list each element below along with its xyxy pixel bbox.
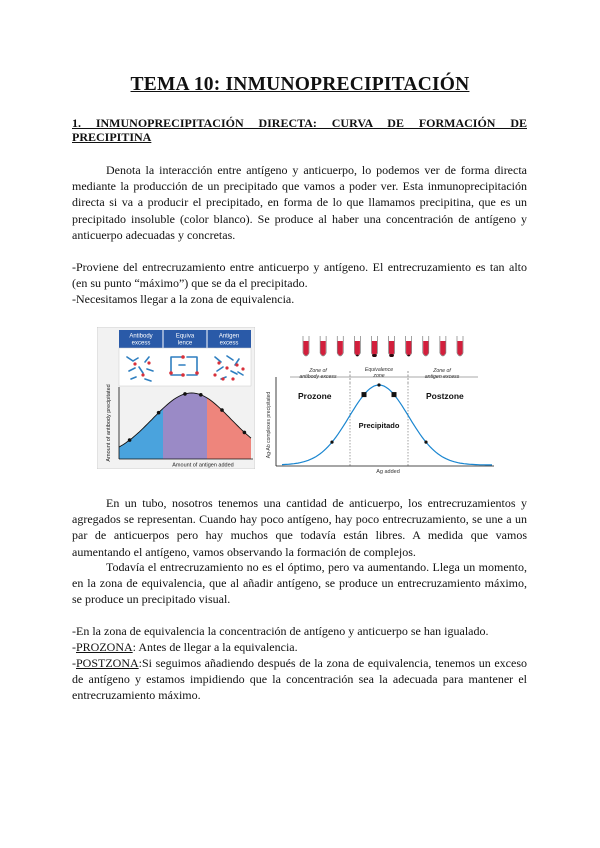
curve-point [392, 392, 397, 397]
tube-liquid [406, 341, 411, 356]
paragraph-tube: En un tubo, nosotros tenemos una cantidad de anticuerpo, los entrecruzamientos y agregados se representan. Cuando hay poco antígeno, hay poco entrecruzamiento, se une a un par de anticuerpos pero hay muchos que todavía están libres. A medida que vamos aumentando el antígeno, vamos observando la formación de complejos. [72, 496, 527, 559]
equivalence-zone-label: Equivalence [364, 367, 394, 373]
section-heading [72, 116, 527, 144]
tube-liquid [457, 341, 462, 356]
prozona-term: PROZONA [76, 640, 133, 654]
precipitin-curve-figure [97, 327, 255, 469]
curve-point [243, 431, 247, 435]
prozona-text: : Antes de llegar a la equivalencia. [132, 640, 298, 654]
zone-antigen-excess-label-2: excess [219, 340, 239, 347]
curve-point [330, 441, 333, 444]
zone-antibody-excess-label-2: excess [131, 340, 151, 347]
tube-liquid [372, 341, 377, 356]
zone-antibody-excess-label: Zone of [309, 368, 327, 374]
y-axis-label: Ag-Ab complexes precipitated [266, 391, 272, 459]
tube-liquid [338, 341, 343, 356]
x-axis-label: Ag added [376, 469, 400, 475]
equivalence-zone-label-2: zone [373, 373, 385, 379]
postzona-term: POSTZONA [76, 656, 139, 670]
curve-point [199, 393, 203, 397]
zone-antigen-excess-label: Antigen [218, 333, 240, 340]
zone-equivalence-label-2: lence [177, 340, 193, 347]
section-heading-line1: 1. INMUNOPRECIPITACIÓN DIRECTA: CURVA DE FORMACIÓN DE [72, 116, 527, 130]
tube-liquid [440, 341, 445, 356]
postzona-definition [72, 655, 527, 704]
zone-antibody-excess-label: Antibody [129, 333, 153, 340]
precipitate-dot [356, 355, 359, 357]
x-axis-label: Amount of antigen added [172, 462, 234, 469]
precipitate-dot [389, 354, 394, 357]
zone-antigen-excess-label: Zone of [433, 368, 451, 374]
prozona-prefix: - [72, 640, 76, 654]
zone-antigen-excess-label-2: antigen excess [424, 374, 460, 380]
paragraph-equivalence: Todavía el entrecruzamiento no es el óptimo, pero va aumentando. Llega un momento, en la zona de equivalencia, que al añadir antígeno, se produce un entrecruzamiento máximo, se produce un precipitado visual. [72, 560, 527, 607]
curve-point [157, 411, 161, 415]
prozone-label: Prozone [298, 391, 332, 401]
tube-liquid [321, 341, 326, 356]
tube-liquid [389, 341, 394, 356]
test-tubes [303, 336, 463, 357]
curve-point [424, 441, 427, 444]
postzona-prefix: - [72, 656, 76, 670]
tube-liquid [355, 341, 360, 356]
curve-point [377, 383, 380, 386]
postzone-label: Postzone [426, 391, 464, 401]
page-title: TEMA 10: INMUNOPRECIPITACIÓN [130, 74, 470, 95]
intro-paragraph: Denota la interacción entre antígeno y anticuerpo, lo podemos ver de forma directa mediante la producción de un precipitado que vamos a poder ver. Esta inmunoprecipitación directa si va a producir el precipitado, en forma de lo que llamamos precipitina, que es un precipitado insoluble (color blanco). Se produce al haber una concentración de antígeno y anticuerpo adecuadas y concretas. [72, 163, 527, 242]
curve-point [362, 392, 367, 397]
y-axis-label: Amount of antibody precipitated [106, 384, 112, 462]
curve-points [330, 383, 427, 443]
prozona-definition [72, 639, 527, 655]
precipitate-dot [407, 355, 410, 357]
precipitate-label: Precipitado [358, 421, 400, 430]
curve-point [220, 408, 224, 412]
prozone-postzone-figure [262, 333, 510, 476]
precipitate-dot [372, 354, 377, 357]
point-crosslinking: -Proviene del entrecruzamiento entre anticuerpo y antígeno. El entrecruzamiento es tan alto (en su punto “máximo”) que se da el precipitado. [72, 260, 527, 291]
point-equivalence-equal: -En la zona de equivalencia la concentración de antígeno y anticuerpo se han igualado. [72, 624, 489, 638]
zone-equivalence-label: Equiva [175, 333, 195, 340]
point-equivalence: -Necesitamos llegar a la zona de equivalencia. [72, 292, 295, 306]
tube-liquid [303, 341, 308, 356]
section-heading-line2: PRECIPITINA [72, 130, 152, 144]
curve-point [128, 438, 132, 442]
postzona-text: :Si seguimos añadiendo después de la zona de equivalencia, tenemos un exceso de antígeno y estamos impidiendo que la concentración sea la adecuada para mantener el entrecruzamiento máximo. [72, 656, 527, 703]
curve-point [183, 392, 187, 396]
zone-antibody-excess-label-2: antibody excess [299, 374, 337, 380]
tube-liquid [423, 341, 428, 356]
